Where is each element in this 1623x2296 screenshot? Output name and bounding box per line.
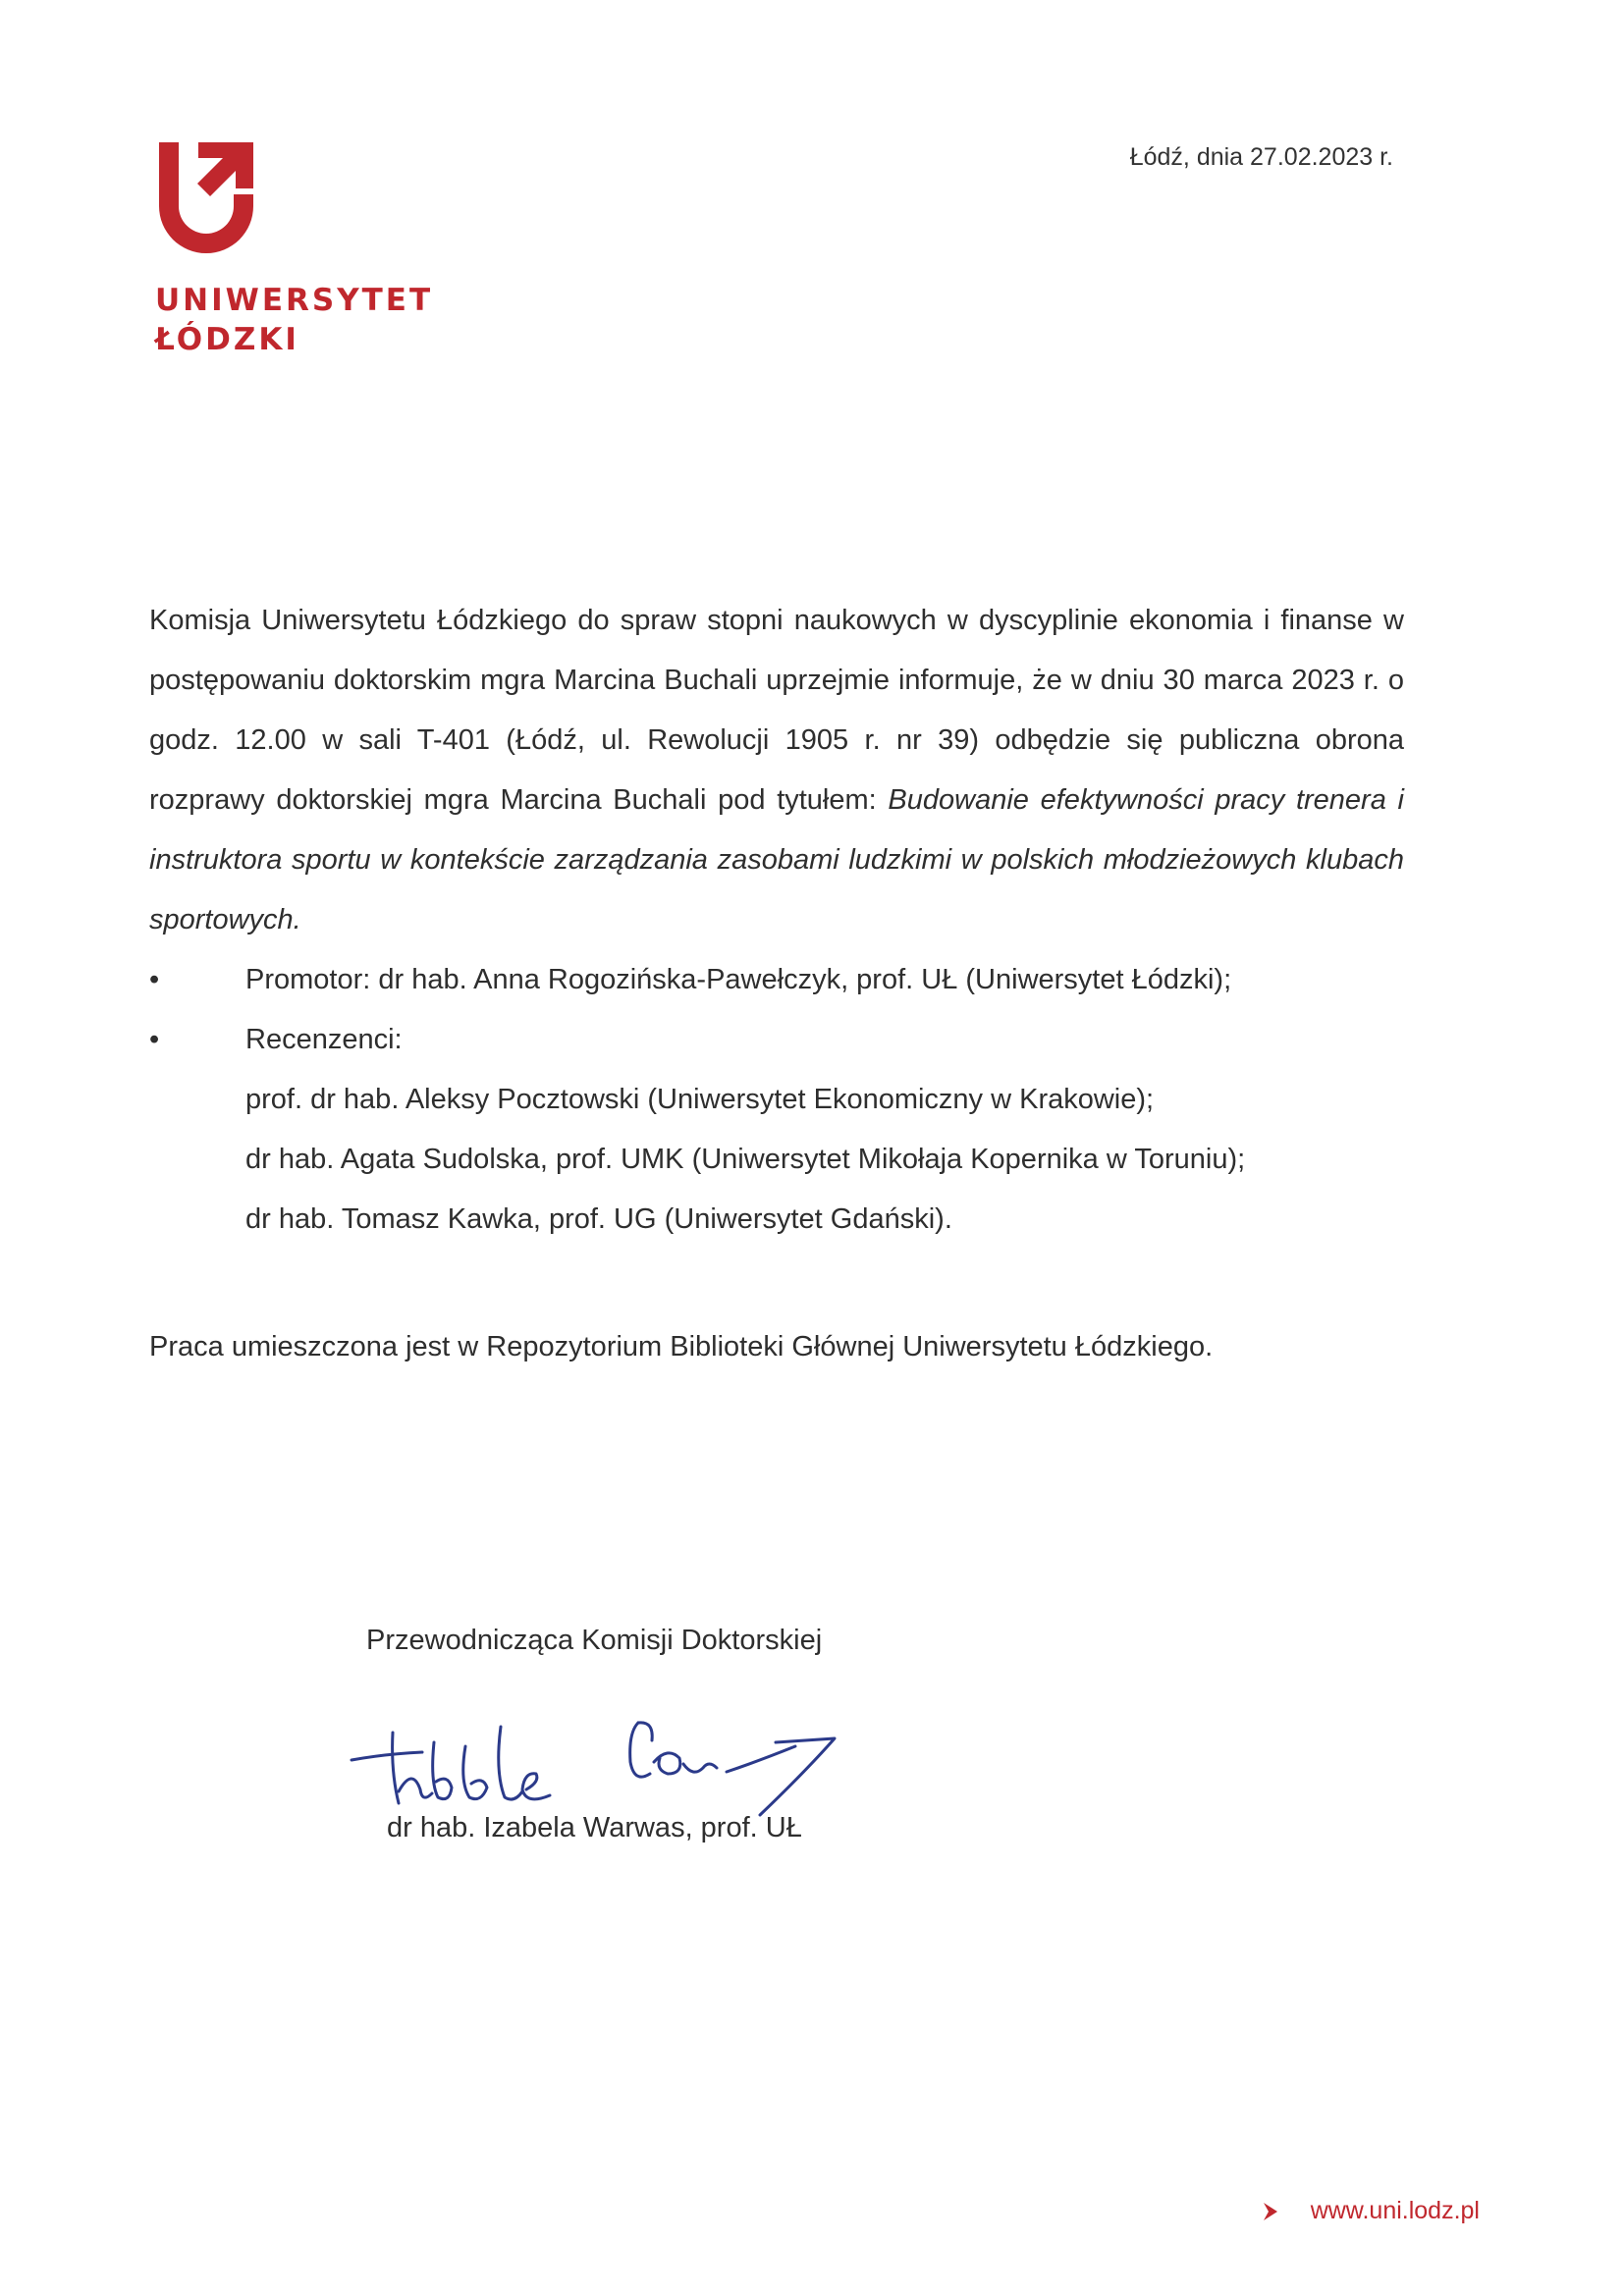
- list-item-promoter: [149, 950, 1404, 1010]
- reviewers-label: Recenzenci:: [245, 1024, 403, 1055]
- university-logo-icon: [147, 137, 265, 260]
- list-item-reviewers: [149, 1010, 1404, 1070]
- reviewer-item: dr hab. Agata Sudolska, prof. UMK (Uniwersytet Mikołaja Kopernika w Toruniu);: [245, 1144, 1246, 1175]
- bullet: •: [149, 964, 160, 995]
- university-name: [155, 281, 433, 359]
- university-logo: [147, 137, 265, 260]
- chevron-right-icon: [1260, 2201, 1281, 2222]
- committee-list: [149, 950, 1404, 1070]
- reviewers-list: [149, 1070, 1404, 1250]
- intro-text: Komisja Uniwersytetu Łódzkiego do spraw stopni naukowych w dyscyplinie ekonomia i finanse w postępowaniu doktorskim mgra Marcina Buchali uprzejmie informuje, że w dniu 30 marca 2023 r. o godz. 12.00 w sali T-401 (Łódź, ul. Rewolucji 1905 r. nr 39) odbędzie się publiczna obrona rozprawy doktorskiej mgra Marcina Buchali pod tytułem:: [149, 605, 1404, 816]
- logo-line1: UNIWERSYTET: [155, 283, 434, 318]
- reviewer-item: dr hab. Tomasz Kawka, prof. UG (Uniwersytet Gdański).: [245, 1203, 952, 1235]
- bullet: •: [149, 1024, 160, 1055]
- footer: [1260, 2197, 1480, 2225]
- promoter-text: Promotor: dr hab. Anna Rogozińska-Pawełczyk, prof. UŁ (Uniwersytet Łódzki);: [245, 964, 1232, 995]
- handwritten-signature: [344, 1713, 854, 1826]
- thesis-title: Budowanie efektywności pracy trenera i instruktora sportu w kontekście zarządzania zasobami ludzkimi w polskich młodzieżowych klubach sportowych.: [149, 784, 1404, 935]
- document-date: Łódź, dnia 27.02.2023 r.: [1129, 143, 1393, 171]
- letter-body: [149, 591, 1404, 1250]
- signatory-title: Przewodnicząca Komisji Doktorskiej: [366, 1625, 823, 1656]
- reviewer-item: prof. dr hab. Aleksy Pocztowski (Uniwersytet Ekonomiczny w Krakowie);: [245, 1084, 1155, 1115]
- intro-paragraph: [149, 591, 1404, 950]
- logo-line2: ŁÓDZKI: [155, 322, 299, 357]
- website-link[interactable]: www.uni.lodz.pl: [1310, 2197, 1480, 2224]
- signatory-name: dr hab. Izabela Warwas, prof. UŁ: [387, 1812, 802, 1843]
- closing-paragraph: Praca umieszczona jest w Repozytorium Biblioteki Głównej Uniwersytetu Łódzkiego.: [149, 1331, 1214, 1362]
